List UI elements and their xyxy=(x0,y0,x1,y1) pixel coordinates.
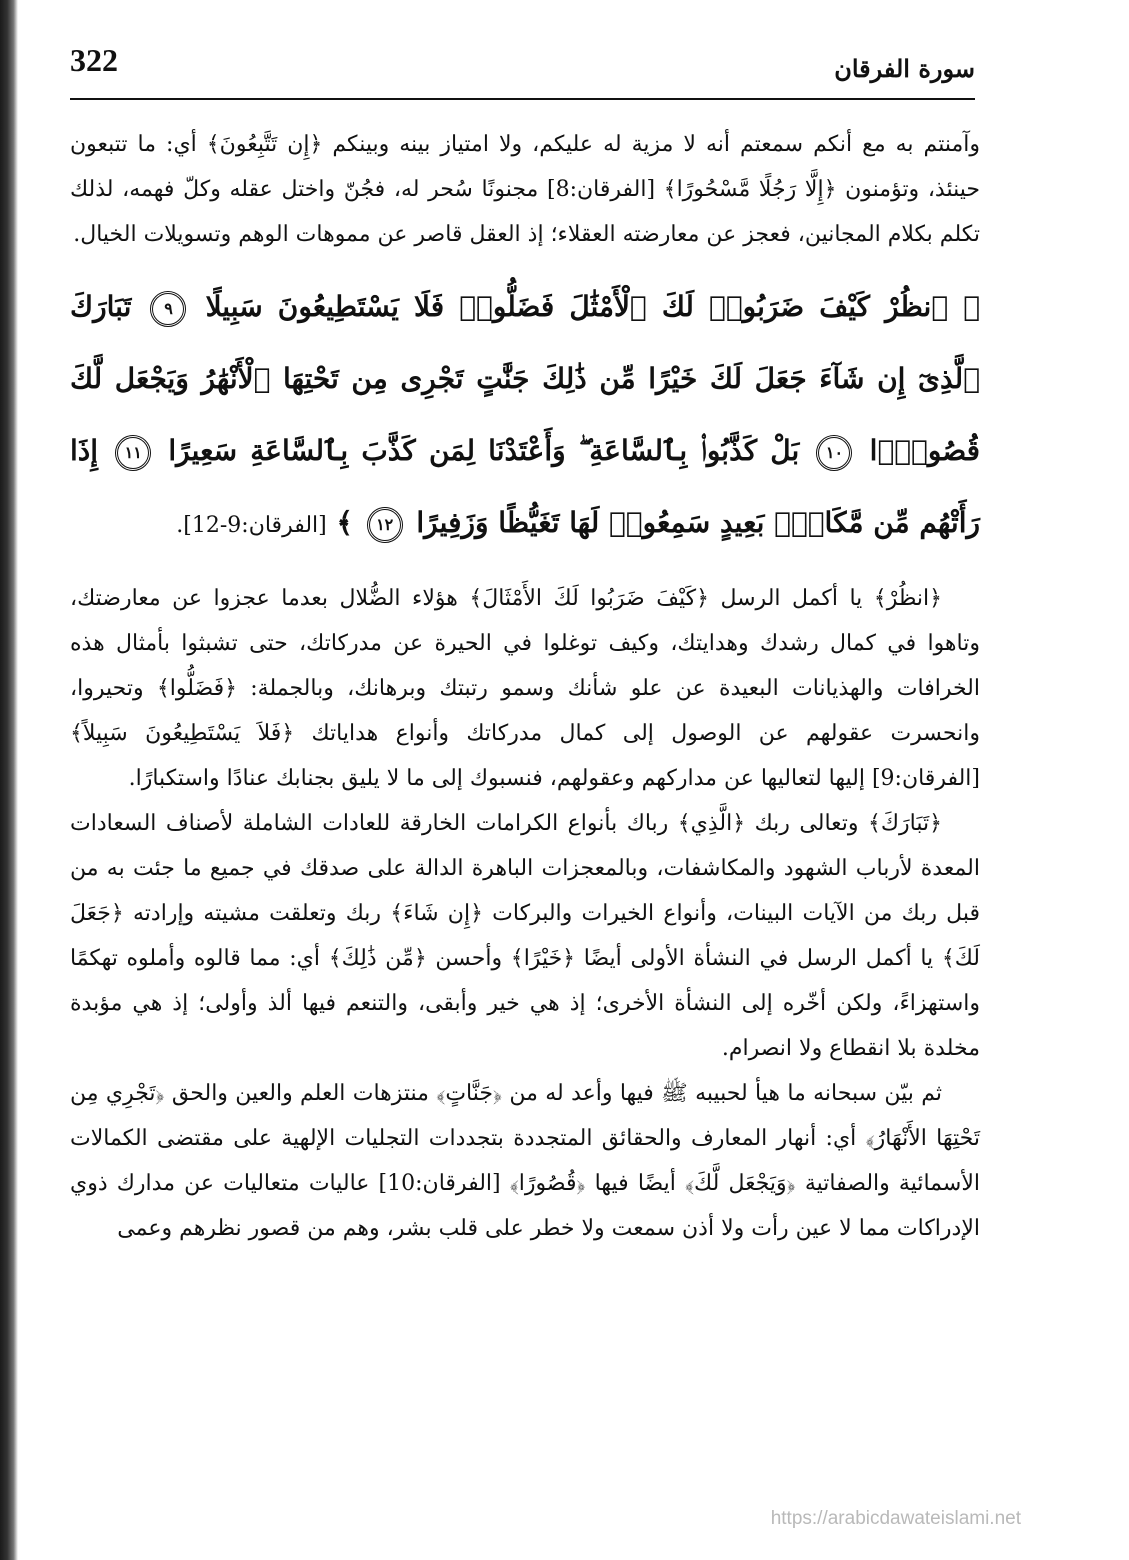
verse-ayah-9: ﴿ ٱنظُرْ كَيْفَ ضَرَبُوا۟ لَكَ ٱلْأَمْثَٰلَ فَضَلُّوا۟ فَلَا يَسْتَطِيعُونَ سَبِيلًا xyxy=(205,290,981,323)
ayah-marker-9: ٩ xyxy=(150,291,186,327)
verse-ayah-10: تَبَارَكَ ٱلَّذِىٓ إِن شَآءَ جَعَلَ لَكَ خَيْرًا مِّن ذَٰلِكَ جَنَّٰتٍ تَجْرِى مِن تَحْتِهَا ٱلْأَنْهَٰرُ وَيَجْعَل لَّكَ قُصُورًۢا xyxy=(70,290,980,467)
paragraph-intro: وآمنتم به مع أنكم سمعتم أنه لا مزية له عليكم، ولا امتياز بينه وبينكم ﴿إِن تَتَّبِعُونَ﴾ أي: ما تتبعون حينئذ، وتؤمنون ﴿إِلَّا رَجُلًا مَّسْحُورًا﴾ [الفرقان:8] مجنونًا سُحر له، فجُنّ واختل عقله وكلّ فهمه، لذلك تكلم بكلام المجانين، فعجز عن معارضته العقلاء؛ إذ العقل قاصر عن مموهات الوهم وتسويلات الخيال. xyxy=(70,132,980,247)
surah-title: سورة الفرقان xyxy=(834,54,975,83)
page-number: 322 xyxy=(70,42,118,78)
verse-close-bracket: ﴾ xyxy=(336,506,353,539)
verse-ayah-12: إِذَا رَأَتْهُم مِّن مَّكَانٍۭ بَعِيدٍ سَمِعُوا۟ لَهَا تَغَيُّظًا وَزَفِيرًا xyxy=(70,434,980,539)
paragraph-tafsir-3: ثم بيّن سبحانه ما هيأ لحبيبه ﷺ فيها وأعد له من ﴿جَنَّاتٍ﴾ منتزهات العلم والعين والحق ﴿تَجْرِي مِن تَحْتِهَا الأَنْهَارُ﴾ أي: أنهار المعارف والحقائق المتجددة بتجددات التجليات الإلهية على مقتضى الكمالات الأسمائية والصفاتية ﴿وَيَجْعَل لَّكَ﴾ أيضًا فيها ﴿قُصُورًا﴾ [الفرقان:10] عاليات متعاليات عن مدارك ذوي الإدراكات مما لا عين رأت ولا أذن سمعت ولا خطر على قلب بشر، وهم من قصور نظرهم وعمى xyxy=(70,1081,980,1241)
watermark-url: https://arabicdawateislami.net xyxy=(770,1508,1021,1529)
ayah-marker-10: ١٠ xyxy=(816,435,852,471)
verse-ayah-11: بَلْ كَذَّبُوا۟ بِٱلسَّاعَةِ ۖ وَأَعْتَدْنَا لِمَن كَذَّبَ بِٱلسَّاعَةِ سَعِيرًا xyxy=(168,434,800,467)
quran-verse-block xyxy=(70,271,980,562)
scan-edge-shadow xyxy=(0,0,18,1560)
page-header xyxy=(70,42,975,100)
page-body xyxy=(70,122,980,1251)
paragraph-tafsir-2: ﴿تَبَارَكَ﴾ وتعالى ربك ﴿الَّذِي﴾ رباك بأنواع الكرامات الخارقة للعادات الشاملة لأصناف السعادات المعدة لأرباب الشهود والمكاشفات، وبالمعجزات الباهرة الدالة على صدقك في جميع ما جئت به من قبل ربك من الآيات البينات، وأنواع الخيرات والبركات ﴿إِن شَاءَ﴾ ربك وتعلقت مشيته وإرادته ﴿جَعَلَ لَكَ﴾ يا أكمل الرسل في النشأة الأولى أيضًا ﴿خَيْرًا﴾ وأحسن ﴿مِّن ذَٰلِكَ﴾ أي: مما قالوه وأملوه تهكمًا واستهزاءً، ولكن أخّره إلى النشأة الأخرى؛ إذ هي خير وأبقى، والتنعم فيها ألذ وأولى؛ إذ هي مؤبدة مخلدة بلا انقطاع ولا انصرام. xyxy=(70,811,980,1061)
ayah-marker-12: ١٢ xyxy=(367,507,403,543)
paragraph-tafsir-1: ﴿انظُرْ﴾ يا أكمل الرسل ﴿كَيْفَ ضَرَبُوا لَكَ الأَمْثَالَ﴾ هؤلاء الضُّلال بعدما عجزوا عن معارضتك، وتاهوا في كمال رشدك وهدايتك، وكيف توغلوا في الحيرة عن مدركاتك، حتى تشبثوا بأمثال هذه الخرافات والهذيانات البعيدة عن علو شأنك وسمو رتبتك وبرهانك، وبالجملة: ﴿فَضَلُّوا﴾ وتحيروا، وانحسرت عقولهم عن الوصول إلى كمال مدركاتك وأنواع هداياتك ﴿فَلاَ يَسْتَطِيعُونَ سَبِيلاً﴾ [الفرقان:9] إليها لتعاليها عن مداركهم وعقولهم، فنسبوك إلى ما لا يليق بجنابك عنادًا واستكبارًا. xyxy=(70,586,980,791)
ayah-marker-11: ١١ xyxy=(115,435,151,471)
verse-reference: [الفرقان:9-12]. xyxy=(176,513,327,538)
